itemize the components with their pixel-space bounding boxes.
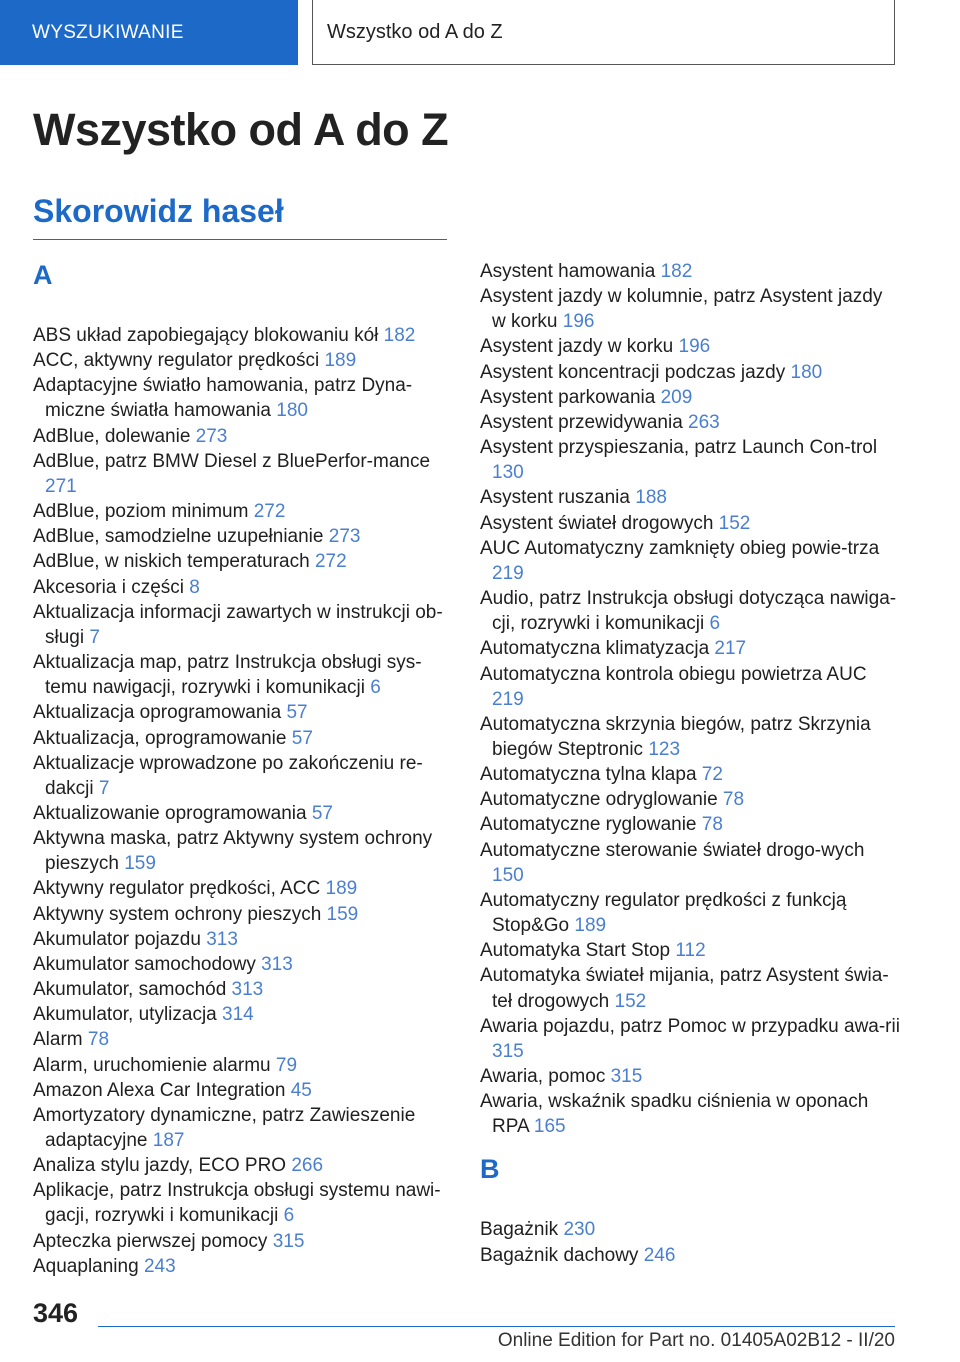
index-entry-text: AdBlue, poziom minimum <box>33 501 254 523</box>
footer-edition-text: Online Edition for Part no. 01405A02B12 - II/20 <box>497 1330 895 1351</box>
index-entry <box>480 636 900 661</box>
index-entry <box>33 650 453 700</box>
index-entry-text: AUC Automatyczny zamknięty obieg powie‐trza <box>480 537 880 559</box>
footer-divider <box>98 1326 895 1327</box>
header-tab[interactable] <box>0 0 298 65</box>
index-entry-text: Aktualizacja map, patrz Instrukcja obsługi sys‐temu nawigacji, rozrywki i komunikacji <box>33 652 422 699</box>
index-column-left <box>33 255 453 1279</box>
index-entry <box>480 435 900 485</box>
index-entry-text: Asystent koncentracji podczas jazdy <box>480 361 791 383</box>
index-entry-text: Automatyczny regulator prędkości z funkcją Stop&Go <box>480 889 847 937</box>
index-entry <box>33 1153 453 1178</box>
index-entry-page-link[interactable]: 57 <box>286 702 308 724</box>
index-entry <box>33 549 453 574</box>
index-entry-page-link[interactable]: 182 <box>383 325 416 346</box>
index-entry <box>480 511 900 536</box>
index-entry <box>33 323 453 348</box>
index-entry <box>480 360 900 385</box>
index-entry-page-link[interactable]: 196 <box>562 311 595 333</box>
index-entry-page-link[interactable]: 123 <box>648 738 681 760</box>
index-entry-page-link[interactable]: 159 <box>326 903 359 925</box>
index-entry-text: Alarm <box>33 1029 88 1051</box>
index-entry <box>480 762 900 787</box>
index-entry-text: Akumulator pojazdu <box>33 928 207 950</box>
index-entry-page-link[interactable]: 57 <box>311 802 333 824</box>
index-entry-page-link[interactable]: 7 <box>89 626 100 648</box>
index-entry <box>33 524 453 549</box>
index-entry <box>33 751 453 801</box>
index-entry-page-link[interactable]: 273 <box>328 526 361 548</box>
index-entry-text: Bagażnik <box>480 1219 564 1241</box>
index-entry-text: Automatyczne ryglowanie <box>480 814 702 836</box>
index-entry-text: Amortyzatory dynamiczne, patrz Zawieszenie adaptacyjne <box>33 1104 416 1151</box>
index-entry-text: Asystent przyspieszania, patrz Launch Con‐trol <box>480 437 878 459</box>
index-entry-page-link[interactable]: 72 <box>701 764 723 786</box>
index-entry-text: Asystent świateł drogowych <box>480 512 719 534</box>
breadcrumb-label: Wszystko od A do Z <box>327 20 503 43</box>
index-entry-page-link[interactable]: 189 <box>324 350 357 372</box>
index-entry <box>33 373 453 423</box>
index-entry <box>480 1089 900 1139</box>
index-entry-page-link[interactable]: 78 <box>87 1029 110 1051</box>
index-entry-text: Akumulator, utylizacja <box>33 1004 223 1026</box>
index-entry-text: Aktywny system ochrony pieszych <box>33 903 327 925</box>
index-entry-page-link[interactable]: 7 <box>98 777 110 799</box>
index-entry-page-link[interactable]: 313 <box>206 928 238 950</box>
index-entry <box>480 536 900 586</box>
index-entry <box>33 1103 453 1153</box>
section-divider <box>33 239 447 240</box>
index-entry-page-link[interactable]: 150 <box>492 864 524 886</box>
index-entry-text: Asystent hamowania <box>480 261 661 282</box>
index-entry-page-link[interactable]: 315 <box>610 1066 643 1087</box>
index-entries-right-b <box>480 1217 900 1267</box>
index-entry-page-link[interactable]: 8 <box>189 576 200 598</box>
index-entry-text: Automatyczna klimatyzacja <box>480 638 715 660</box>
index-entry-page-link[interactable]: 165 <box>533 1116 566 1138</box>
index-entry-text: AdBlue, dolewanie <box>33 425 196 447</box>
index-entry <box>33 1027 453 1052</box>
index-entry-page-link[interactable]: 209 <box>660 386 693 408</box>
index-entries-right-a <box>480 259 900 1139</box>
index-entry-page-link[interactable]: 272 <box>314 551 347 573</box>
index-entry-page-link[interactable]: 180 <box>790 361 823 383</box>
index-entry <box>33 1002 453 1027</box>
index-entry-page-link[interactable]: 57 <box>291 727 313 749</box>
index-entry <box>480 586 900 636</box>
index-entry-page-link[interactable]: 314 <box>222 1004 254 1026</box>
index-entry-text: Apteczka pierwszej pomocy <box>33 1230 273 1252</box>
index-entry <box>33 927 453 952</box>
index-entry-text: Asystent jazdy w korku <box>480 336 679 358</box>
index-entry-text: Automatyczne odryglowanie <box>480 789 723 811</box>
index-entry <box>480 1064 900 1089</box>
index-entry-text: Asystent parkowania <box>480 386 661 408</box>
index-entry-page-link[interactable]: 78 <box>701 814 723 836</box>
index-entry-page-link[interactable]: 313 <box>261 953 293 975</box>
index-entry-page-link[interactable]: 246 <box>643 1244 676 1266</box>
section-title: Skorowidz haseł <box>33 193 284 229</box>
page-number: 346 <box>33 1298 79 1328</box>
index-entry <box>480 888 900 938</box>
index-entry <box>33 499 453 524</box>
index-entry-text: Asystent przewidywania <box>480 411 689 433</box>
index-entry <box>33 1229 453 1254</box>
index-entry <box>33 1178 453 1228</box>
index-entry <box>33 600 453 650</box>
index-entry-page-link[interactable]: 230 <box>563 1219 596 1241</box>
index-entry-text: Akumulator, samochód <box>33 979 232 1001</box>
index-entry-page-link[interactable]: 271 <box>45 475 77 497</box>
index-entry <box>480 284 900 334</box>
breadcrumb <box>312 0 895 65</box>
index-entry-text: Automatyka Start Stop <box>480 940 676 962</box>
index-entry-page-link[interactable]: 313 <box>231 979 264 1001</box>
index-column-right <box>480 259 900 1268</box>
index-entry-page-link[interactable]: 180 <box>276 400 308 422</box>
index-entry-text: ACC, aktywny regulator prędkości <box>33 350 325 372</box>
index-entry-page-link[interactable]: 273 <box>195 425 228 447</box>
index-letter-b: B <box>480 1154 500 1185</box>
index-entry <box>480 712 900 762</box>
index-entry <box>480 1014 900 1064</box>
index-entry-text: Automatyczna kontrola obiegu powietrza AUC <box>480 663 867 685</box>
index-entry-text: Aktywny regulator prędkości, ACC <box>33 878 326 900</box>
index-entry-page-link[interactable]: 263 <box>688 411 720 433</box>
index-entry <box>480 1243 900 1268</box>
index-entry <box>480 662 900 712</box>
index-entry-page-link[interactable]: 152 <box>718 512 751 534</box>
index-entry-text: AdBlue, w niskich temperaturach <box>33 551 315 573</box>
index-entry-text: Automatyka świateł mijania, patrz Asystent świa‐teł drogowych <box>480 965 889 1012</box>
index-entry-text: Awaria, wskaźnik spadku ciśnienia w oponach RPA <box>480 1091 869 1138</box>
index-entry <box>33 1053 453 1078</box>
index-entry-page-link[interactable]: 6 <box>370 677 381 699</box>
index-entry <box>33 449 453 499</box>
index-entry-page-link[interactable]: 266 <box>291 1155 324 1177</box>
index-letter-a: A <box>33 260 53 290</box>
index-entry <box>33 876 453 901</box>
index-entry-text: Analiza stylu jazdy, ECO PRO <box>33 1155 292 1177</box>
index-entry-page-link[interactable]: 45 <box>290 1079 312 1101</box>
index-entry <box>480 334 900 359</box>
index-entry <box>33 1254 453 1279</box>
index-entry-text: AdBlue, patrz BMW Diesel z BluePerfor‐mance <box>33 450 431 472</box>
index-entry-text: Asystent jazdy w kolumnie, patrz Asystent jazdy w korku <box>480 286 883 333</box>
index-entry <box>480 787 900 812</box>
index-entry <box>33 726 453 751</box>
index-entry <box>33 700 453 725</box>
index-entry-page-link[interactable]: 152 <box>614 990 647 1012</box>
index-entry-page-link[interactable]: 217 <box>714 638 747 660</box>
index-entry-page-link[interactable]: 243 <box>143 1255 176 1277</box>
index-entry <box>33 575 453 600</box>
index-entry-text: Asystent ruszania <box>480 487 636 509</box>
index-entry-text: Aquaplaning <box>33 1255 144 1277</box>
index-entry <box>480 385 900 410</box>
index-entry <box>480 410 900 435</box>
index-entry-text: Aktualizacja oprogramowania <box>33 702 287 724</box>
index-entry <box>33 348 453 373</box>
index-entry-page-link[interactable]: 159 <box>124 853 156 875</box>
index-entry-text: Bagażnik dachowy <box>480 1244 644 1266</box>
index-entry-text: Aktualizowanie oprogramowania <box>33 802 312 824</box>
index-entry-text: Awaria pojazdu, patrz Pomoc w przypadku awa‐rii <box>480 1015 900 1037</box>
index-entry-page-link[interactable]: 315 <box>272 1230 305 1252</box>
index-entry-page-link[interactable]: 187 <box>152 1130 185 1151</box>
index-entry <box>480 1217 900 1242</box>
index-entry-text: Akumulator samochodowy <box>33 953 262 975</box>
index-entry <box>33 977 453 1002</box>
index-entry <box>480 963 900 1013</box>
index-entry-text: AdBlue, samodzielne uzupełnianie <box>33 526 329 548</box>
index-entry-page-link[interactable]: 272 <box>253 501 286 523</box>
index-entry-page-link[interactable]: 189 <box>574 915 607 937</box>
index-entry-text: Alarm, uruchomienie alarmu <box>33 1054 276 1076</box>
index-entry <box>33 801 453 826</box>
index-entry-page-link[interactable]: 6 <box>709 613 721 635</box>
index-entry-page-link[interactable]: 182 <box>660 261 693 282</box>
header-tab-label: WYSZUKIWANIE <box>32 21 184 43</box>
index-entry-page-link[interactable]: 130 <box>492 462 524 484</box>
index-entry-text: ABS układ zapobiegający blokowaniu kół <box>33 325 384 346</box>
index-entry-text: Automatyczne sterowanie świateł drogo‐wych <box>480 839 865 861</box>
index-entry-page-link[interactable]: 196 <box>678 336 711 358</box>
spacer <box>480 1189 900 1217</box>
index-entry-page-link[interactable]: 219 <box>492 688 524 710</box>
page-title: Wszystko od A do Z <box>33 104 449 155</box>
index-entry-page-link[interactable]: 6 <box>283 1205 295 1227</box>
index-entry <box>33 952 453 977</box>
index-entry-page-link[interactable]: 112 <box>675 940 706 962</box>
index-entry-text: Audio, patrz Instrukcja obsługi dotycząca nawiga‐cji, rozrywki i komunikacji <box>480 588 897 635</box>
index-entry-text: Automatyczna tylna klapa <box>480 764 702 786</box>
index-entry-page-link[interactable]: 219 <box>492 562 524 584</box>
index-entry-page-link[interactable]: 189 <box>325 878 358 900</box>
index-entry-text: Awaria, pomoc <box>480 1066 611 1087</box>
index-entry <box>33 1078 453 1103</box>
index-entry-text: Amazon Alexa Car Integration <box>33 1079 291 1101</box>
index-entry-text: Aktywna maska, patrz Aktywny system ochrony pieszych <box>33 828 433 875</box>
index-entry-text: Automatyczna skrzynia biegów, patrz Skrzynia biegów Steptronic <box>480 713 871 760</box>
index-entry-page-link[interactable]: 79 <box>275 1054 298 1076</box>
index-entry <box>480 938 900 963</box>
index-entries-left <box>33 323 453 1279</box>
index-entry-text: Aplikacje, patrz Instrukcja obsługi systemu nawi‐gacji, rozrywki i komunikacji <box>33 1180 441 1227</box>
index-entry-text: Adaptacyjne światło hamowania, patrz Dyna‐miczne światła hamowania <box>33 375 413 422</box>
index-entry-page-link[interactable]: 188 <box>635 487 667 509</box>
index-entry-text: Aktualizacja, oprogramowanie <box>33 727 292 749</box>
index-entry-text: Aktualizacje wprowadzone po zakończeniu re‐dakcji <box>33 752 423 799</box>
index-entry <box>33 424 453 449</box>
index-entry <box>480 812 900 837</box>
index-entry-page-link[interactable]: 78 <box>722 789 745 811</box>
index-entry <box>480 485 900 510</box>
index-entry <box>33 826 453 876</box>
index-entry <box>480 259 900 284</box>
index-entry <box>480 838 900 888</box>
index-entry-text: Akcesoria i części <box>33 576 190 598</box>
index-entry-text: Aktualizacja informacji zawartych w instrukcji ob‐sługi <box>33 601 443 648</box>
index-entry <box>33 902 453 927</box>
spacer <box>33 295 453 323</box>
index-entry-page-link[interactable]: 315 <box>492 1040 524 1062</box>
